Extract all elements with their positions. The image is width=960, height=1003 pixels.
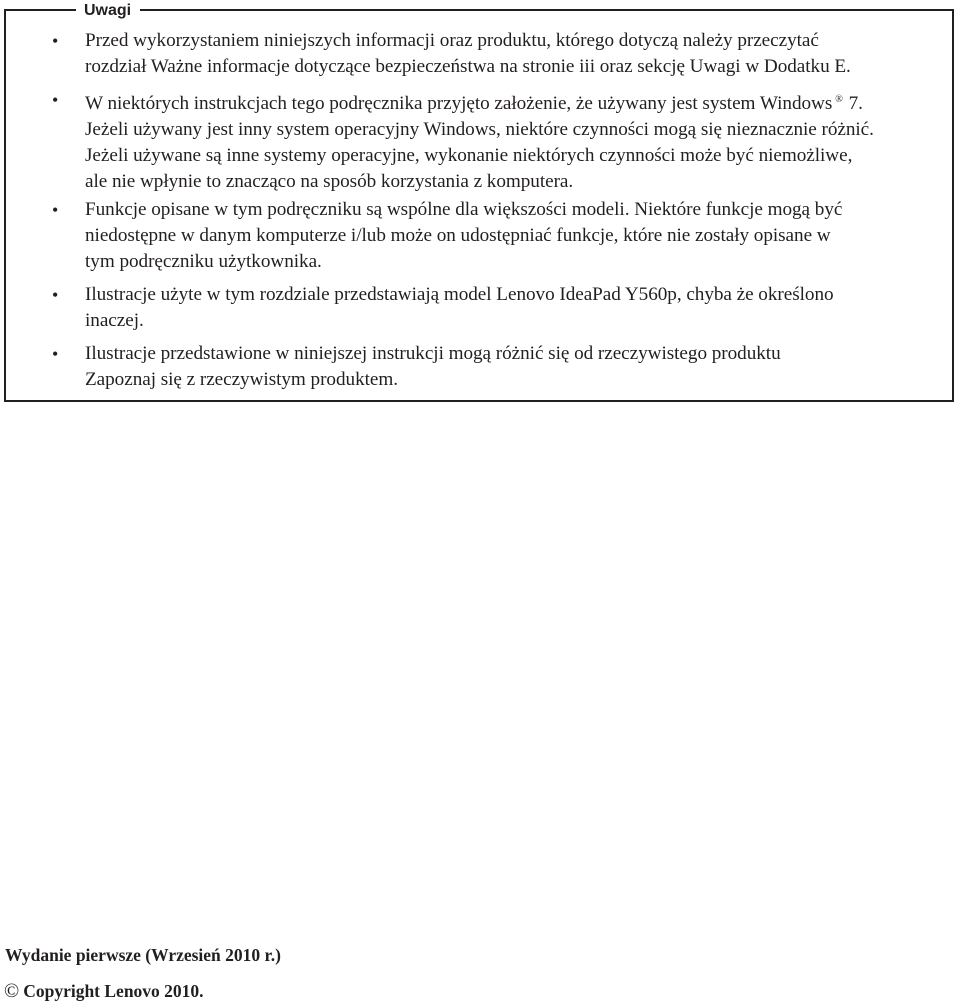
- copyright-notice: [4, 980, 204, 1002]
- note-line: niedostępne w danym komputerze i/lub może on udostępniać funkcje, które nie zostały opisane w: [85, 225, 831, 246]
- bullet-icon: •: [52, 31, 59, 51]
- note-line: Zapoznaj się z rzeczywistym produktem.: [85, 369, 398, 390]
- note-line: inaczej.: [85, 310, 144, 331]
- bullet-icon: •: [52, 285, 59, 305]
- note-text: [85, 341, 945, 393]
- note-line: Jeżeli używane są inne systemy operacyjne, wykonanie niektórych czynności może być niemożliwe,: [85, 145, 853, 166]
- note-text: [85, 197, 945, 275]
- copyright-icon: ©: [4, 980, 20, 1002]
- copyright-text: Copyright Lenovo 2010.: [23, 981, 204, 1001]
- note-text: [85, 87, 945, 195]
- note-line-segment: 7.: [843, 93, 863, 114]
- note-line: Jeżeli używany jest inny system operacyjny Windows, niektóre czynności mogą się nieznacznie różnić.: [85, 119, 874, 140]
- note-line-segment: W niektórych instrukcjach tego podręcznika przyjęto założenie, że używany jest system Windows: [85, 93, 833, 114]
- note-line: tym podręczniku użytkownika.: [85, 251, 322, 272]
- notes-box: [4, 2, 954, 402]
- note-line: [85, 87, 945, 117]
- bullet-icon: •: [52, 90, 59, 110]
- edition-info: Wydanie pierwsze (Wrzesień 2010 r.): [5, 945, 281, 965]
- bullet-icon: •: [52, 200, 59, 220]
- note-line: Przed wykorzystaniem niniejszych informacji oraz produktu, którego dotyczą należy przeczytać: [85, 30, 819, 51]
- note-line: Funkcje opisane w tym podręczniku są wspólne dla większości modeli. Niektóre funkcje mogą być: [85, 199, 843, 220]
- note-line: rozdział Ważne informacje dotyczące bezpieczeństwa na stronie iii oraz sekcję Uwagi w Dodatku E.: [85, 56, 851, 77]
- note-text: [85, 282, 945, 334]
- bullet-icon: •: [52, 344, 59, 364]
- note-line: ale nie wpłynie to znacząco na sposób korzystania z komputera.: [85, 171, 574, 192]
- note-line: Ilustracje przedstawione w niniejszej instrukcji mogą różnić się od rzeczywistego produktu: [85, 343, 781, 364]
- notes-title: Uwagi: [76, 1, 140, 21]
- note-line: Ilustracje użyte w tym rozdziale przedstawiają model Lenovo IdeaPad Y560p, chyba że określono: [85, 284, 834, 305]
- registered-trademark-icon: ®: [835, 94, 843, 105]
- note-text: [85, 28, 945, 80]
